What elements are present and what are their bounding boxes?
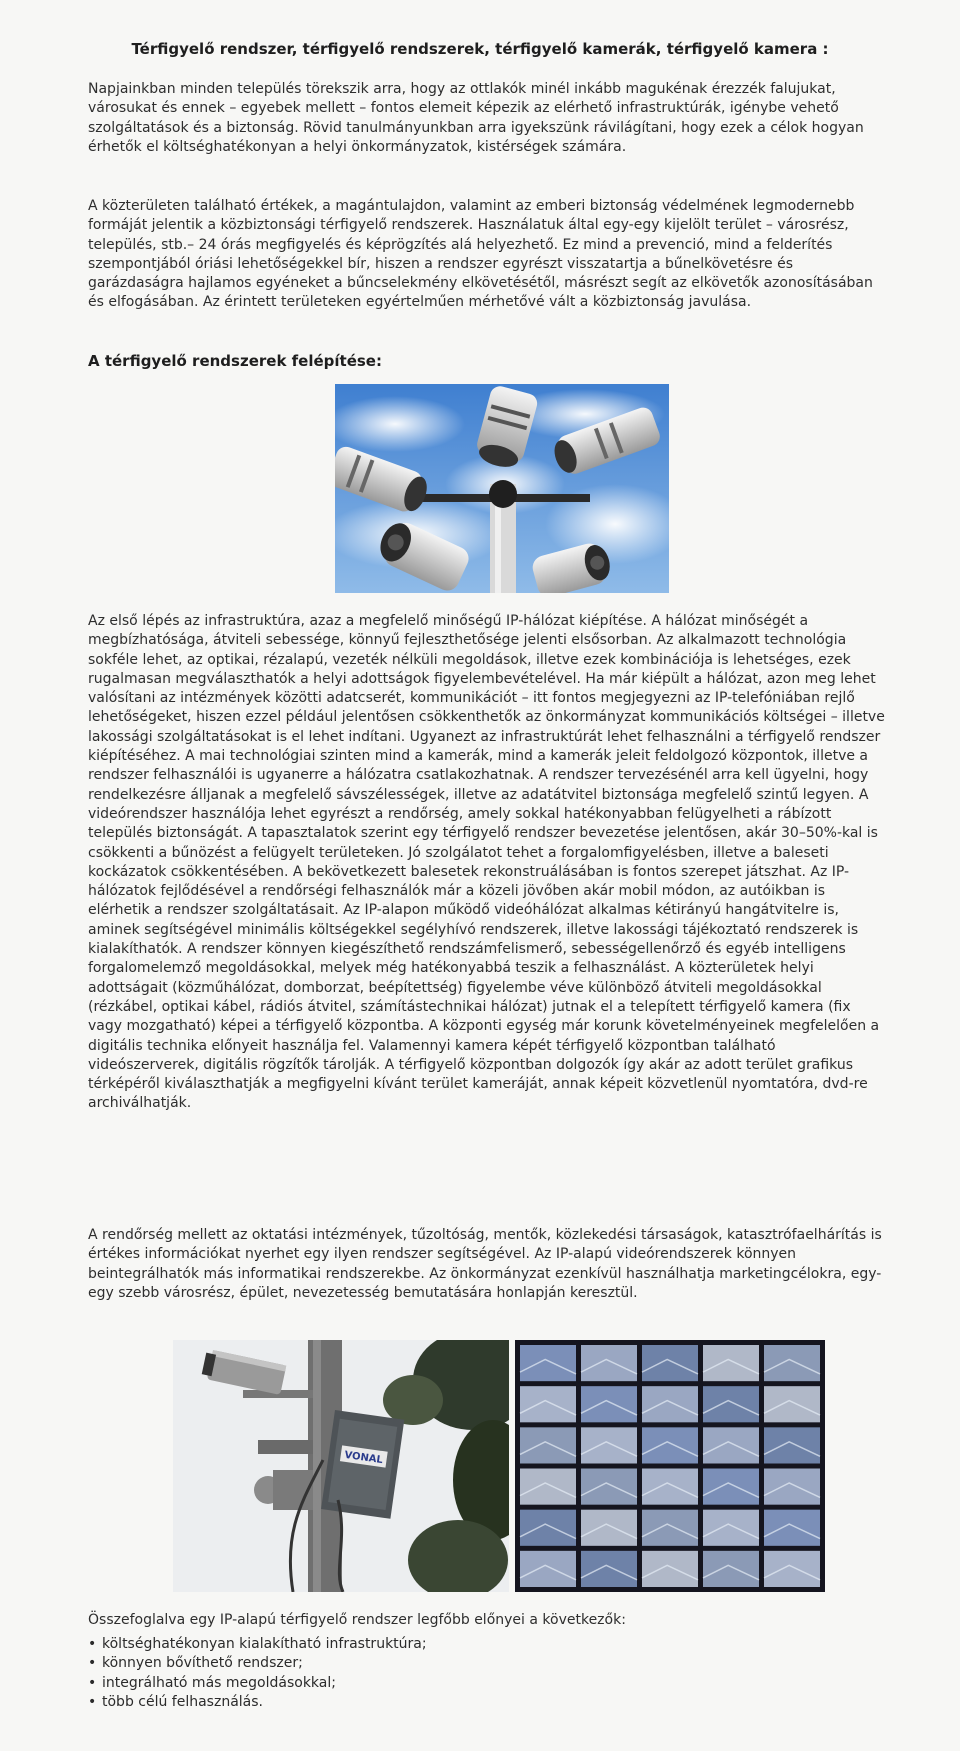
summary-lead: Összefoglalva egy IP-alapú térfigyelő rendszer legfőbb előnyei a következők: — [88, 1612, 626, 1628]
list-item: • több célú felhasználás. — [88, 1693, 888, 1712]
sign-text: VONAL — [343, 1449, 384, 1467]
other-users-paragraph: A rendőrség mellett az oktatási intézmények, tűzoltóság, mentők, közlekedési társaságok, katasztrófaelhárítás is értékes információkat nyerhet egy ilyen rendszer segítségével. Az IP-alapú videórendszerek könnyen beintegrálhatók más informatikai rendszerekbe. Az önkormányzat ezenkívül használhatja marketingcélokra, egy-egy szebb városrész, épület, nevezetesség bemutatására honlapján keresztül. — [88, 1227, 882, 1301]
monitor-screen — [581, 1427, 637, 1463]
security-paragraph: A közterületen található értékek, a magántulajdon, valamint az emberi biztonság védelmének legmodernebb formáját jelentik a közbiztonsági térfigyelő rendszerek. Használatuk által egy-egy kijelölt terület – városrész, település, stb.– 24 órás megfigyelés és képrögzítés alá helyezhető. Ez mind a prevenció, mind a felderítés szempontjából óriási lehetőségekkel bír, hiszen a rendszer egyrészt visszatartja a bűnelkövetésre és garázdaságra hajlamos egyéneket a bűncselekmény elkövetésétől, másrészt segít az elkövetők azonosításában és elfogásában. Az érintett területeken egyértelműen mérhetővé vált a közbiztonság javulása. — [88, 198, 873, 311]
monitor-screen — [764, 1510, 820, 1546]
advantages-list — [88, 1635, 888, 1712]
monitor-screen — [764, 1427, 820, 1463]
list-item: • költséghatékonyan kialakítható infrastruktúra; — [88, 1635, 888, 1654]
intro-paragraph: Napjainkban minden település törekszik arra, hogy az ottlakók minél inkább magukénak érezzék falujukat, városukat és ennek – egyebek mellett – fontos elemeit képezik az elérhető infrastruktúrák, igénybe vehető szolgáltatások és a biztonság. Rövid tanulmányunkban arra igyekszünk rávilágítani, hogy ezek a célok hogyan érhetők el költséghatékonyan a helyi önkormányzatok, kistérségek számára. — [88, 81, 864, 155]
monitor-screen — [764, 1345, 820, 1381]
monitor-screen — [764, 1386, 820, 1422]
monitor-screen — [581, 1345, 637, 1381]
monitor-screen — [703, 1510, 759, 1546]
monitor-screen — [642, 1345, 698, 1381]
cameras-sky-photo — [335, 384, 669, 593]
monitor-screen — [703, 1345, 759, 1381]
monitor-screen — [642, 1510, 698, 1546]
infrastructure-paragraph: Az első lépés az infrastruktúra, azaz a megfelelő minőségű IP-hálózat kiépítése. A hálózat minőségét a megbízhatósága, átviteli sebessége, könnyű fejleszthetősége jelenti elsősorban. Az alkalmazott technológia sokféle lehet, az optikai, rézalapú, vezeték nélküli megoldások, illetve ezek kombinációja is lehetséges, ezek rugalmasan megválaszthatók a helyi adottságok figyelembevételével. Ha már kiépült a hálózat, azon meg lehet valósítani az intézmények közötti adatcserét, kommunikációt – itt fontos megjegyezni az IP-telefóniában rejlő lehetőségeket, hiszen ezzel például jelentősen csökkenthetők az önkormányzat kommunikációs költségei – illetve lakossági szolgáltatásokat is el lehet indítani. Ugyanezt az infrastruktúrát lehet felhasználni a térfigyelő rendszer kiépítéséhez. A mai technológiai szinten mind a kamerák, mind a kamerák jeleit feldolgozó központok, illetve a rendszer felhasználói is ugyanerre a hálózatra csatlakozhatnak. A rendszer tervezésénél arra kell ügyelni, hogy rendelkezésre álljanak a megfelelő sávszélességek, illetve az adatátvitel biztonsága megfelelő szintű legyen. A videórendszer használója lehet egyrészt a rendőrség, amely sokkal hatékonyabban felügyelheti a rábízott település biztonságát. A tapasztalatok szerint egy térfigyelő rendszer bevezetése jelentősen, akár 30–50%-kal is csökkenti a bűnözést a felügyelt területeken. Jó szolgálatot tehet a forgalomfigyelésben, illetve a baleseti kockázatok csökkentésében. A bekövetkezett balesetek rekonstruálásában is fontos szerepet játszhat. Az IP-hálózatok fejlődésével a rendőrségi felhasználók már a közeli jövőben akár mobil módon, az autóikban is elérhetik a rendszer szolgáltatásait. Az IP-alapon működő videóhálózat alkalmas kétirányú hangátvitelre is, aminek segítségével minimális költségekkel segélyhívó rendszerek, illetve lakossági tájékoztató rendszerek is kialakíthatók. A rendszer könnyen kiegészíthető rendszámfelismerő, sebességellenőrző és egyéb intelligens forgalomelemző megoldásokkal, melyek még hatékonyabbá teszik a felhasználást. A közterületek helyi adottságait (közműhálózat, domborzat, beépítettség) figyelembe véve különböző átviteli megoldásokkal (rézkábel, optikai kábel, rádiós átvitel, számítástechnikai hálózat) jutnak el a telepített térfigyelő kamera (fix vagy mozgatható) képei a térfigyelő központba. A központi egység már korunk követelményeinek megfelelően a digitális technika előnyeit használja fel. Valamennyi kamera képét térfigyelő központban található videószerverek, digitális rögzítők tárolják. A térfigyelő központban dolgozók így akár az adott terület grafikus térképéről kiválaszthatják a megfigyelni kívánt terület kameráját, annak képeit közvetlenül nyomtatóra, dvd-re archiválhatják. — [88, 613, 885, 1112]
monitor-screen — [642, 1427, 698, 1463]
monitor-screen — [581, 1510, 637, 1546]
monitor-screen — [520, 1551, 576, 1587]
monitor-screen — [581, 1386, 637, 1422]
monitor-screen — [642, 1551, 698, 1587]
monitor-screen — [703, 1427, 759, 1463]
monitor-screen — [703, 1469, 759, 1505]
monitor-screen — [581, 1551, 637, 1587]
monitor-screen — [764, 1551, 820, 1587]
monitor-screen — [520, 1345, 576, 1381]
pole-camera-photo — [173, 1340, 509, 1592]
monitor-screen — [642, 1469, 698, 1505]
monitor-screen — [764, 1469, 820, 1505]
monitor-screen — [520, 1427, 576, 1463]
monitor-screen — [581, 1469, 637, 1505]
monitor-screen — [703, 1551, 759, 1587]
monitor-wall-photo — [515, 1340, 825, 1592]
list-item: • könnyen bővíthető rendszer; — [88, 1654, 888, 1673]
monitor-screen — [520, 1510, 576, 1546]
page-title: Térfigyelő rendszer, térfigyelő rendszerek, térfigyelő kamerák, térfigyelő kamera : — [131, 40, 829, 58]
monitor-screen — [703, 1386, 759, 1422]
section-heading: A térfigyelő rendszerek felépítése: — [88, 352, 382, 370]
monitor-screen — [642, 1386, 698, 1422]
monitor-screen — [520, 1386, 576, 1422]
list-item: • integrálható más megoldásokkal; — [88, 1674, 888, 1693]
monitor-screen — [520, 1469, 576, 1505]
